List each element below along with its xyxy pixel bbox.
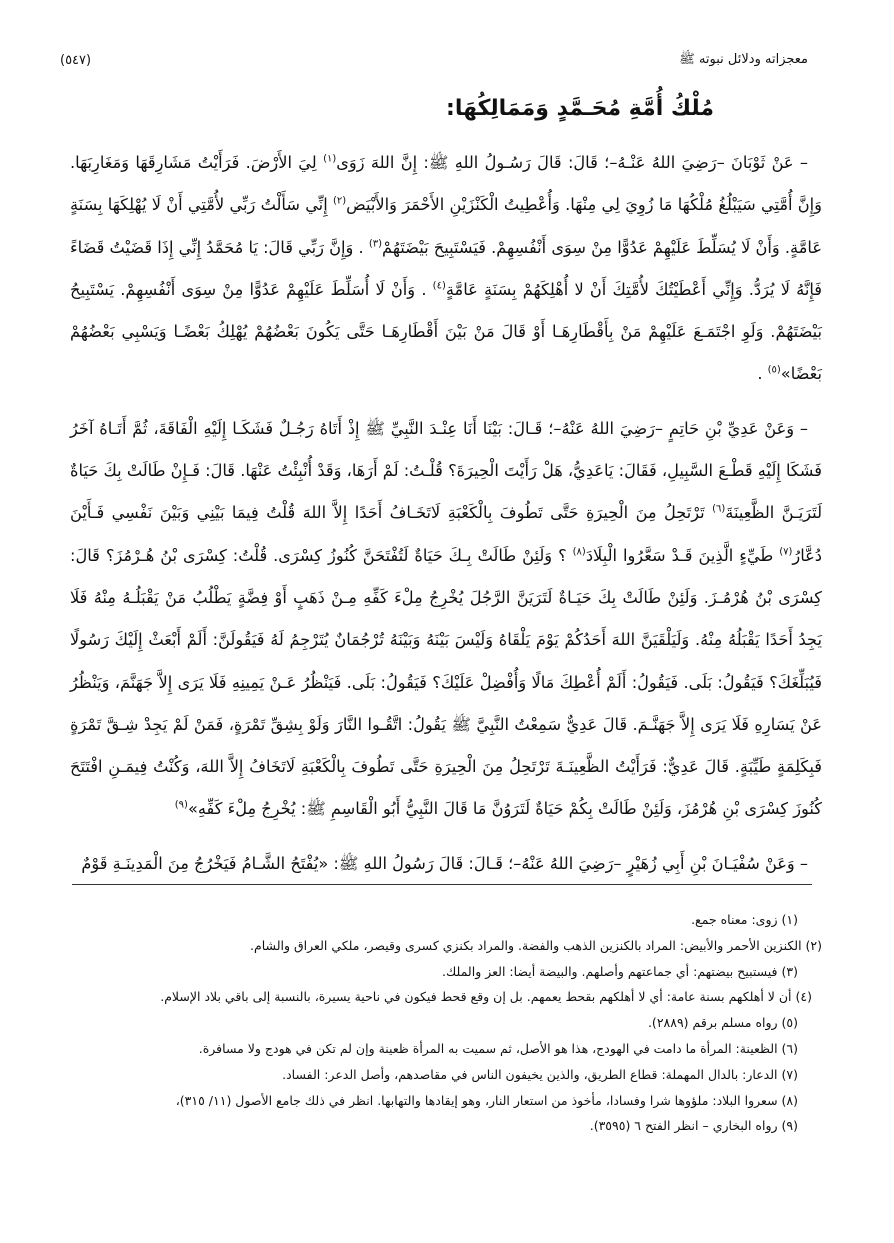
footnote-9: (٩) رواه البخاري – انظر الفتح ٦ (٣٥٩٥).: [589, 1118, 798, 1134]
page-number: (٥٤٧): [60, 52, 92, 68]
footnote-ref-8[interactable]: (٨): [572, 546, 586, 558]
text-run: – وَعَنْ سُفْيَـانَ بْنِ أَبِي زُهَيْرٍ –رَضِيَ اللهُ عَنْهُ–؛ قَـالَ: قَالَ رَسُولُ اللهِ ﷺ: «يُفْتَحُ الشَّـامُ فَيَخْرُجُ مِنَ الْمَدِينَـةِ قَوْمٌ: [81, 853, 808, 873]
footnote-ref-4[interactable]: (٤): [432, 280, 446, 292]
footnote-ref-5[interactable]: (٥): [767, 365, 781, 377]
text-run: – وَعَنْ عَدِيِّ بْنِ حَاتِمٍ –رَضِيَ اللهُ عَنْهُ–؛ قَـالَ: بَيْنَا أَنَا عِنْـدَ النَّبِيِّ ﷺ إِذْ أَتَاهُ رَجُـلٌ فَشَكَـا إِلَيْهِ الْفَاقَةَ، ثُمَّ أَتَـاهُ آخَرُ فَشَكَا إِلَيْهِ قَطْـعَ السَّبِيلِ، فَقَالَ: يَاعَدِيُّ، هَلْ رَأَيْتَ الْحِيرَةَ؟ قُلْـتُ: لَمْ أَرَهَا، وَقَدْ أُنْبِئْتُ عَنْهَا. قَالَ: فَـإِنْ طَالَتْ بِكَ حَيَاةٌ لَتَرَيَـنَّ الظَّعِينَةَ: [70, 418, 822, 523]
main-text: [70, 142, 822, 885]
hadith-paragraph-sufyan: [70, 843, 822, 885]
hadith-paragraph-adi: [70, 408, 822, 831]
text-run: ؟ وَلَئِنْ طَالَتْ بِـكَ حَيَاةٌ لَتُفْتَحَنَّ كُنُوزُ كِسْرَى. قُلْتُ: كِسْرَى بْنُ هُـرْمُزَ؟ قَالَ: كِسْرَى بْنُ هُرْمُـزَ. وَلَئِنْ طَالَتْ بِكَ حَيَـاةٌ لَتَرَيَنَّ الرَّجُلَ يُخْرِجُ مِلْءَ كَفِّهِ مِـنْ ذَهَبٍ أَوْ فِضَّةٍ يَطْلُبُ مَنْ يَقْبَلُـهُ مِنْهُ فَلَا يَجِدُ أَحَدًا يَقْبَلُهُ مِنْهُ. وَلَيَلْقَيَنَّ اللهَ أَحَدُكُمْ يَوْمَ يَلْقَاهُ وَلَيْسَ بَيْنَهُ وَبَيْنَهُ تُرْجُمَانٌ يُتَرْجِمُ لَهُ فَيَقُولَنَّ: أَلَمْ أَبْعَثْ إِلَيْكَ رَسُولًا فَيُبَلِّغَكَ؟ فَيَقُولُ: بَلَى. فَيَقُولُ: أَلَمْ أُعْطِكَ مَالًا وَأُفْضِلْ عَلَيْكَ؟ فَيَقُولُ: بَلَى. فَيَنْظُرُ عَـنْ يَمِينِهِ فَلَا يَرَى إِلاَّ جَهَنَّمَ، وَيَنْظُرُ عَنْ يَسَارِهِ فَلَا يَرَى إِلاَّ جَهَنَّـمَ. قَالَ عَدِيٌّ سَمِعْتُ النَّبِيَّ ﷺ يَقُولُ: اتَّقُـوا النَّارَ وَلَوْ بِشِقِّ تَمْرَةٍ، فَمَنْ لَمْ يَجِدْ شِـقَّ تَمْرَةٍ فَبِكَلِمَةٍ طَيِّبَةٍ. قَالَ عَدِيٌّ: فَرَأَيْتُ الظَّعِينَـةَ تَرْتَحِلُ مِنَ الْحِيرَةِ حَتَّى تَطُوفَ بِالْكَعْبَةِ لَاتَخَافُ إِلاَّ اللهَ، وَكُنْتُ فِيمَـنِ افْتَتَحَ كُنُوزَ كِسْرَى بْنِ هُرْمُزَ، وَلَئِنْ طَالَتْ بِكُمْ حَيَاةٌ لَتَرَوُنَّ مَا قَالَ النَّبِيُّ أَبُو الْقَاسِمِ ﷺ: يُخْرِجُ مِلْءَ كَفِّهِ»: [70, 545, 822, 819]
footnote-6: (٦) الظعينة: المرأة ما دامت في الهودج، هذا هو الأصل، ثم سميت به المرأة ظعينة وإن لم تكن في هودج ولا مسافرة.: [198, 1040, 798, 1056]
footnote-ref-1[interactable]: (١): [323, 153, 337, 165]
running-header: [60, 48, 808, 72]
running-header-title: معجزاته ودلائل نبوته ﷺ: [679, 51, 808, 67]
footnote-ref-9[interactable]: (٩): [174, 800, 188, 812]
footnote-2: (٢) الكنزين الأحمر والأبيض: المراد بالكنزين الذهب والفضة. والمراد بكنزي كسرى وقيصر، ملكي العراق والشام.: [250, 937, 822, 953]
footnote-7: (٧) الدعار: بالدال المهملة: قطاع الطريق، والذين يخيفون الناس في مقاصدهم، وأصل الدعر: الفساد.: [282, 1066, 798, 1082]
footnote-5: (٥) رواه مسلم برقم (٢٨٨٩).: [647, 1015, 798, 1031]
text-run: . وَأَنْ لَا أُسَلِّطَ عَلَيْهِمْ عَدُوًّا مِنْ سِوَى أَنْفُسِهِمْ. يَسْتَبِيحُ بَيْضَتَهُمْ. وَلَوِ اجْتَمَـعَ عَلَيْهِمْ مَنْ بِأَقْطَارِهَـا أَوْ قَالَ مَنْ بَيْنَ أَقْطَارِهَـا حَتَّى يَكُونَ بَعْضُهُمْ يُهْلِكُ بَعْضًـا وَيَسْبِي بَعْضُهُمْ بَعْضًا»: [70, 279, 822, 384]
footnote-4: (٤) أن لا أهلكهم بسنة عامة: أي لا أهلكهم بقحط يعمهم. بل إن وقع قحط فيكون في ناحية يسيرة، بالنسبة إلى باقي بلاد الإسلام.: [160, 989, 812, 1005]
footnote-8: (٨) سعروا البلاد: ملؤوها شرا وفسادا، مأخوذ من استعار النار، وهو إيقادها والتهابها. انظر في ذلك جامع الأصول (١١/ ٣١٥)،: [175, 1092, 798, 1108]
footnote-ref-6[interactable]: (٦): [712, 503, 726, 515]
text-run: طَيِّءٍ الَّذِينَ قَـدْ سَعَّرُوا الْبِلَادَ: [585, 545, 780, 565]
text-run: . وَإِنَّ رَبِّي قَالَ: يَا مُحَمَّدُ إِنِّي إِذَا قَضَيْتُ قَضَاءً فَإِنَّهُ لَا يُرَدُّ. وَإِنِّي أَعْطَيْتُكَ لأُمَّتِكَ أَنْ لا أُهْلِكَهُمْ بِسَنَةٍ عَامَّةٍ: [70, 237, 822, 299]
text-run: .: [757, 364, 768, 384]
footnotes: [72, 907, 822, 1139]
footnote-ref-3[interactable]: (٣): [368, 238, 383, 250]
footnote-ref-7[interactable]: (٧): [779, 546, 793, 558]
text-run: – عَنْ ثَوْبَانَ –رَضِيَ اللهُ عَنْـهُ–؛ قَالَ: قَالَ رَسُـولُ اللهِ ﷺ: إِنَّ اللهَ زَوَى: [336, 153, 808, 172]
hadith-paragraph-thawban: [70, 142, 822, 396]
footnote-1: (١) زوى: معناه جمع.: [691, 912, 798, 927]
section-heading: مُلْكُ أُمَّةِ مُحَـمَّدٍ وَمَمَالِكُهَا:: [446, 96, 714, 121]
text-run: إِنِّي سَأَلْتُ رَبِّي لأُمَّتِي أَنْ لَا يُهْلِكَهَا بِسَنَةٍ عَامَّةٍ. وَأَنْ لَا يُسَلِّطَ عَلَيْهِمْ عَدُوًّا مِنْ سِوَى أَنْفُسِهِمْ. فَيَسْتَبِيحَ بَيْضَتَهُمْ: [70, 195, 822, 257]
text-run: لِيَ الأَرْضَ. فَرَأَيْتُ مَشَارِقَهَا وَمَغَارِبَهَا. وَإِنَّ أُمَّتِي سَيَبْلُغُ مُلْكُهَا مَا زُوِيَ لِي مِنْهَا. وَأُعْطِيتُ الْكَنْزَيْنِ الأَحْمَرَ وَالأَبْيَض: [70, 153, 822, 215]
text-run: تَرْتَحِلُ مِنَ الْحِيرَةِ حَتَّى تَطُوفَ بِالْكَعْبَةِ لَاتَخَـافُ أَحَدًا إِلاَّ اللهَ قُلْتُ فِيمَا بَيْنِي وَبَيْنَ نَفْسِي فَـأَيْنَ دُعَّارُ: [70, 503, 823, 565]
footnote-separator: [72, 884, 812, 885]
footnote-ref-2[interactable]: (٢): [332, 195, 347, 207]
footnote-3: (٣) فيستبيح بيضتهم: أي جماعتهم وأصلهم. والبيضة أيضا: العز والملك.: [442, 963, 798, 979]
